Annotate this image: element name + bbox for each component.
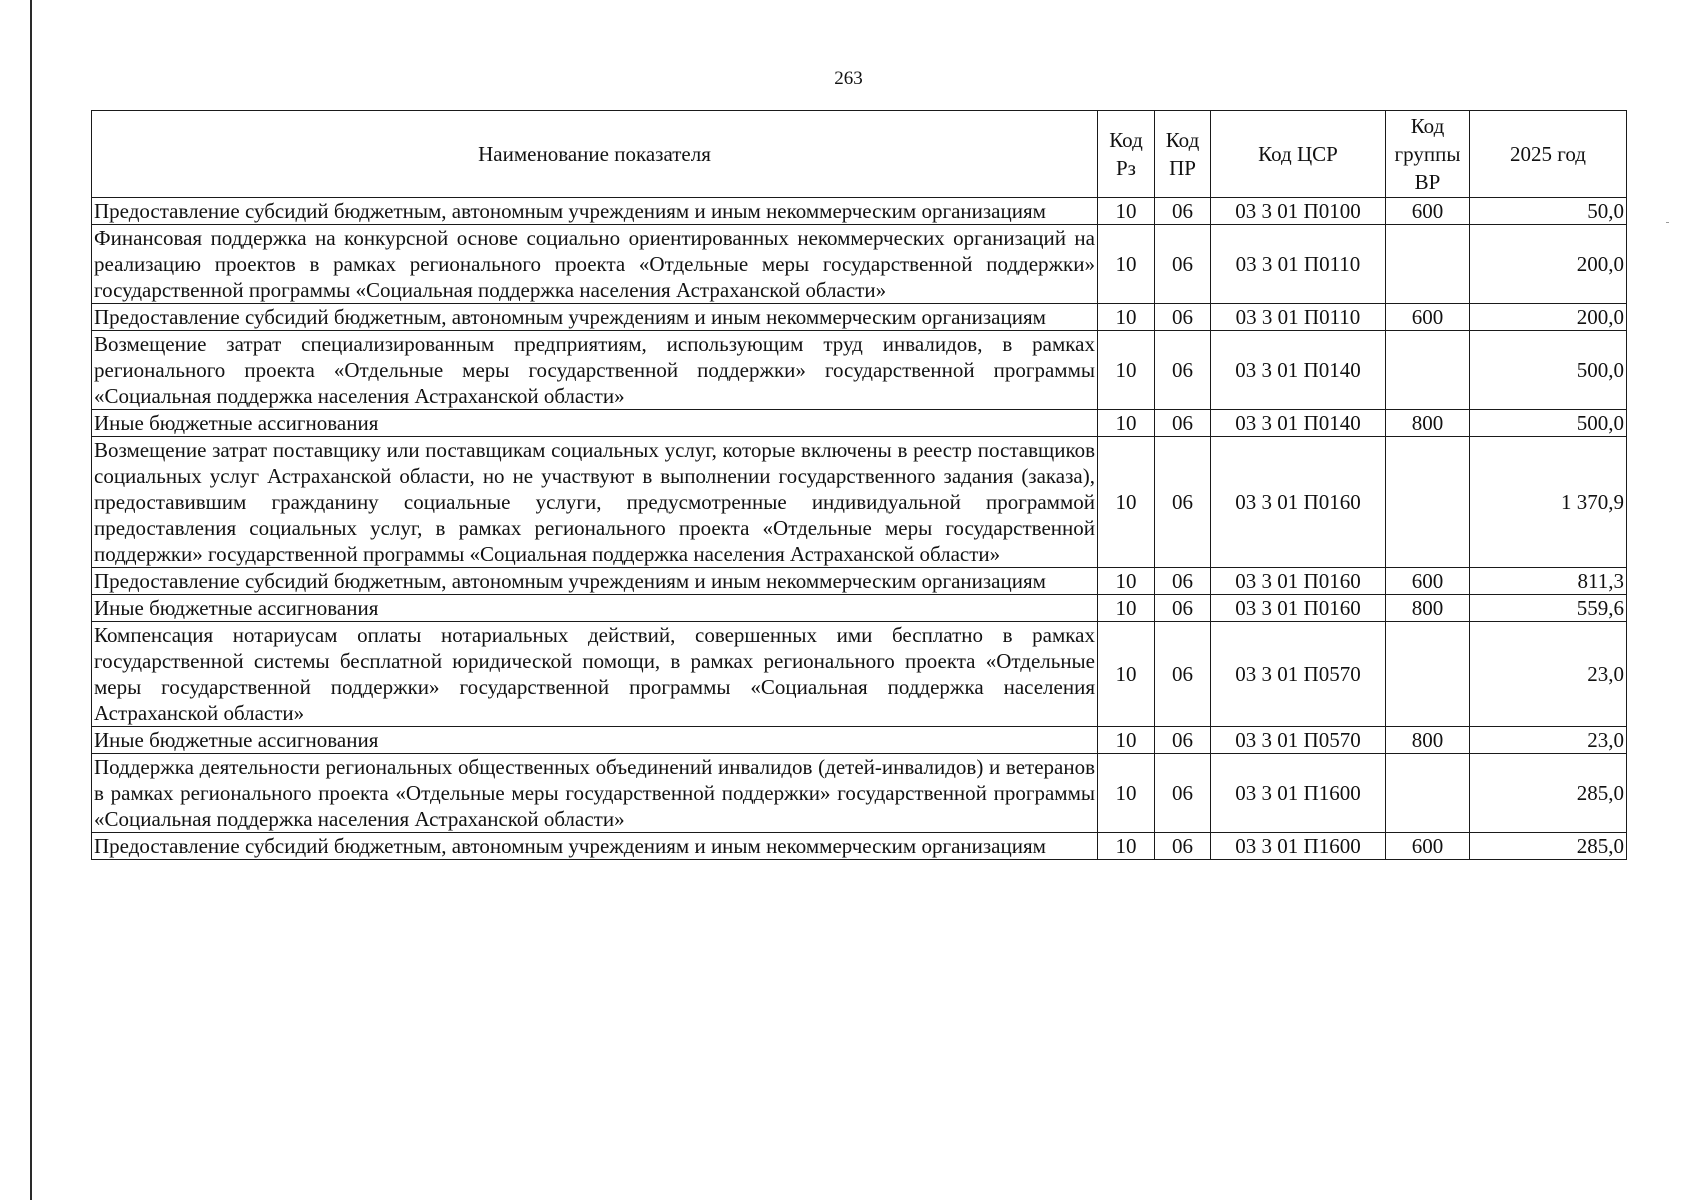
row-rz: 10 <box>1098 410 1155 437</box>
header-year: 2025 год <box>1470 111 1627 198</box>
table-row <box>92 304 1627 331</box>
row-amount: 500,0 <box>1470 331 1627 410</box>
row-vr: 800 <box>1386 727 1470 754</box>
row-pr: 06 <box>1155 568 1211 595</box>
row-csr: 03 3 01 П1600 <box>1211 754 1386 833</box>
row-vr: 800 <box>1386 410 1470 437</box>
row-pr: 06 <box>1155 727 1211 754</box>
row-amount: 200,0 <box>1470 225 1627 304</box>
table-row <box>92 198 1627 225</box>
row-amount: 285,0 <box>1470 754 1627 833</box>
table-row <box>92 622 1627 727</box>
row-pr: 06 <box>1155 437 1211 568</box>
table-row <box>92 331 1627 410</box>
row-rz: 10 <box>1098 754 1155 833</box>
row-csr: 03 3 01 П0160 <box>1211 568 1386 595</box>
row-csr: 03 3 01 П0570 <box>1211 622 1386 727</box>
row-pr: 06 <box>1155 622 1211 727</box>
row-amount: 50,0 <box>1470 198 1627 225</box>
row-rz: 10 <box>1098 622 1155 727</box>
row-name: Иные бюджетные ассигнования <box>92 410 1098 437</box>
row-vr: 800 <box>1386 595 1470 622</box>
row-pr: 06 <box>1155 410 1211 437</box>
row-pr: 06 <box>1155 331 1211 410</box>
row-name: Предоставление субсидий бюджетным, автономным учреждениям и иным некоммерческим организациям <box>92 568 1098 595</box>
budget-table <box>91 110 1627 860</box>
table-row <box>92 833 1627 860</box>
row-vr <box>1386 331 1470 410</box>
header-pr: Код ПР <box>1155 111 1211 198</box>
row-vr <box>1386 437 1470 568</box>
table-row <box>92 727 1627 754</box>
table-row <box>92 225 1627 304</box>
row-csr: 03 3 01 П0110 <box>1211 225 1386 304</box>
row-rz: 10 <box>1098 304 1155 331</box>
row-pr: 06 <box>1155 304 1211 331</box>
row-amount: 559,6 <box>1470 595 1627 622</box>
row-name: Финансовая поддержка на конкурсной основе социально ориентированных некоммерческих организаций на реализацию проектов в рамках регионального проекта «Отдельные меры государственной поддержки» государственной программы «Социальная поддержка населения Астраханской области» <box>92 225 1098 304</box>
row-name: Иные бюджетные ассигнования <box>92 595 1098 622</box>
row-rz: 10 <box>1098 727 1155 754</box>
table-row <box>92 410 1627 437</box>
row-amount: 285,0 <box>1470 833 1627 860</box>
row-rz: 10 <box>1098 568 1155 595</box>
table-row <box>92 568 1627 595</box>
row-csr: 03 3 01 П0140 <box>1211 410 1386 437</box>
row-pr: 06 <box>1155 833 1211 860</box>
row-amount: 23,0 <box>1470 622 1627 727</box>
row-rz: 10 <box>1098 833 1155 860</box>
row-vr: 600 <box>1386 304 1470 331</box>
row-name: Предоставление субсидий бюджетным, автономным учреждениям и иным некоммерческим организациям <box>92 198 1098 225</box>
row-vr <box>1386 225 1470 304</box>
row-csr: 03 3 01 П0160 <box>1211 437 1386 568</box>
row-csr: 03 3 01 П0570 <box>1211 727 1386 754</box>
header-rz: Код Рз <box>1098 111 1155 198</box>
row-rz: 10 <box>1098 437 1155 568</box>
row-pr: 06 <box>1155 595 1211 622</box>
row-amount: 200,0 <box>1470 304 1627 331</box>
row-rz: 10 <box>1098 198 1155 225</box>
row-csr: 03 3 01 П0110 <box>1211 304 1386 331</box>
row-rz: 10 <box>1098 331 1155 410</box>
row-name: Возмещение затрат специализированным предприятиям, использующим труд инвалидов, в рамках регионального проекта «Отдельные меры государственной поддержки» государственной программы «Социальная поддержка населения Астраханской области» <box>92 331 1098 410</box>
binding-edge-line <box>30 0 32 1200</box>
row-name: Возмещение затрат поставщику или поставщикам социальных услуг, которые включены в реестр поставщиков социальных услуг Астраханской области, но не участвуют в выполнении государственного задания (заказа), предоставившим гражданину социальные услуги, предусмотренные индивидуальной программой предоставления социальных услуг, в рамках регионального проекта «Отдельные меры государственной поддержки» государственной программы «Социальная поддержка населения Астраханской области» <box>92 437 1098 568</box>
row-vr <box>1386 754 1470 833</box>
row-amount: 1 370,9 <box>1470 437 1627 568</box>
row-amount: 23,0 <box>1470 727 1627 754</box>
row-amount: 811,3 <box>1470 568 1627 595</box>
row-rz: 10 <box>1098 225 1155 304</box>
row-name: Компенсация нотариусам оплаты нотариальных действий, совершенных ими бесплатно в рамках государственной системы бесплатной юридической помощи, в рамках регионального проекта «Отдельные меры государственной поддержки» государственной программы «Социальная поддержка населения Астраханской области» <box>92 622 1098 727</box>
row-csr: 03 3 01 П0100 <box>1211 198 1386 225</box>
row-vr: 600 <box>1386 833 1470 860</box>
row-name: Поддержка деятельности региональных общественных объединений инвалидов (детей-инвалидов) и ветеранов в рамках регионального проекта «Отдельные меры государственной поддержки» государственной программы «Социальная поддержка населения Астраханской области» <box>92 754 1098 833</box>
row-amount: 500,0 <box>1470 410 1627 437</box>
row-name: Иные бюджетные ассигнования <box>92 727 1098 754</box>
row-rz: 10 <box>1098 595 1155 622</box>
row-pr: 06 <box>1155 754 1211 833</box>
page-number: 263 <box>834 68 863 89</box>
row-vr: 600 <box>1386 198 1470 225</box>
table-row <box>92 595 1627 622</box>
row-name: Предоставление субсидий бюджетным, автономным учреждениям и иным некоммерческим организациям <box>92 833 1098 860</box>
row-vr: 600 <box>1386 568 1470 595</box>
table-row <box>92 437 1627 568</box>
header-name: Наименование показателя <box>92 111 1098 198</box>
row-vr <box>1386 622 1470 727</box>
row-csr: 03 3 01 П0160 <box>1211 595 1386 622</box>
row-pr: 06 <box>1155 225 1211 304</box>
scan-mark <box>1666 222 1669 223</box>
row-csr: 03 3 01 П0140 <box>1211 331 1386 410</box>
row-csr: 03 3 01 П1600 <box>1211 833 1386 860</box>
table-row <box>92 754 1627 833</box>
row-name: Предоставление субсидий бюджетным, автономным учреждениям и иным некоммерческим организациям <box>92 304 1098 331</box>
header-vr: Код группы ВР <box>1386 111 1470 198</box>
row-pr: 06 <box>1155 198 1211 225</box>
header-csr: Код ЦСР <box>1211 111 1386 198</box>
table-header-row <box>92 111 1627 198</box>
